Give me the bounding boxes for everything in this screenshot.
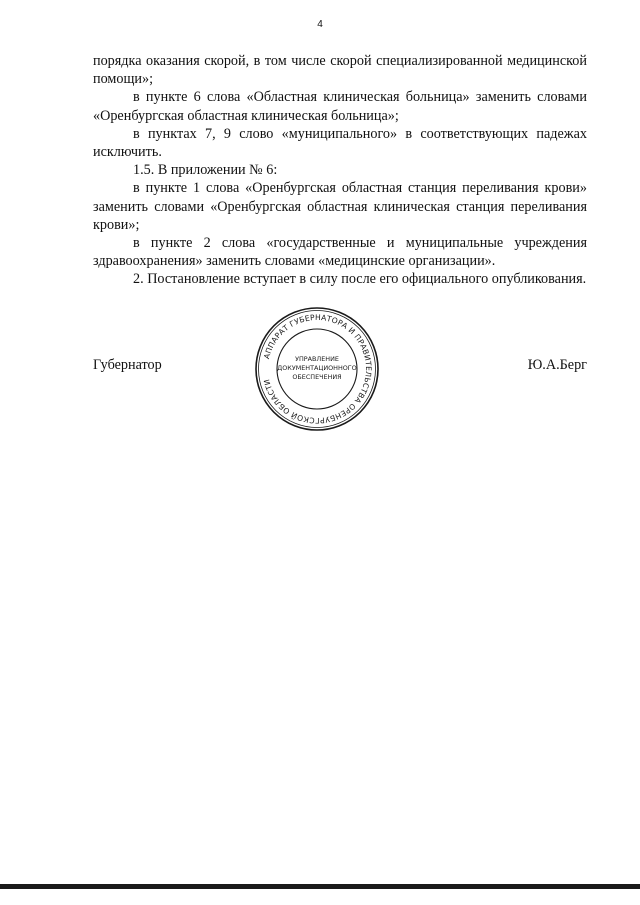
paragraph-5: в пункте 1 слова «Оренбургская областная станция переливания крови» заменить словами «Оренбургская областная клиническая станция переливания крови»; [93, 180, 587, 233]
seal-center-line-3: ОБЕСПЕЧЕНИЯ [292, 373, 342, 381]
seal-ring-text: АППАРАТ ГУБЕРНАТОРА И ПРАВИТЕЛЬСТВА ОРЕНБУРГСКОЙ ОБЛАСТИ [262, 312, 374, 426]
paragraph-7: 2. Постановление вступает в силу после его официального опубликования. [133, 271, 587, 288]
page-number: 4 [317, 19, 323, 30]
signature-block [93, 357, 587, 377]
paragraph-6: в пункте 2 слова «государственные и муниципальные учреждения здравоохранения» заменить словами «медицинские организации». [93, 235, 587, 270]
paragraph-4: 1.5. В приложении № 6: [133, 162, 278, 179]
signer-title: Губернатор [93, 357, 162, 373]
seal-center-line-2: ДОКУМЕНТАЦИОННОГО [277, 364, 357, 372]
bottom-rule [0, 884, 640, 889]
document-body [93, 52, 587, 289]
seal-center-line-1: УПРАВЛЕНИЕ [295, 355, 339, 363]
paragraph-2: в пункте 6 слова «Областная клиническая больница» заменить словами «Оренбургская областная клиническая больница»; [93, 89, 587, 124]
signer-name: Ю.А.Берг [527, 357, 587, 373]
paragraph-3: в пунктах 7, 9 слово «муниципального» в соответствующих падежах исключить. [93, 125, 587, 161]
paragraph-1: порядка оказания скорой, в том числе скорой специализированной медицинской помощи»; [93, 53, 587, 88]
